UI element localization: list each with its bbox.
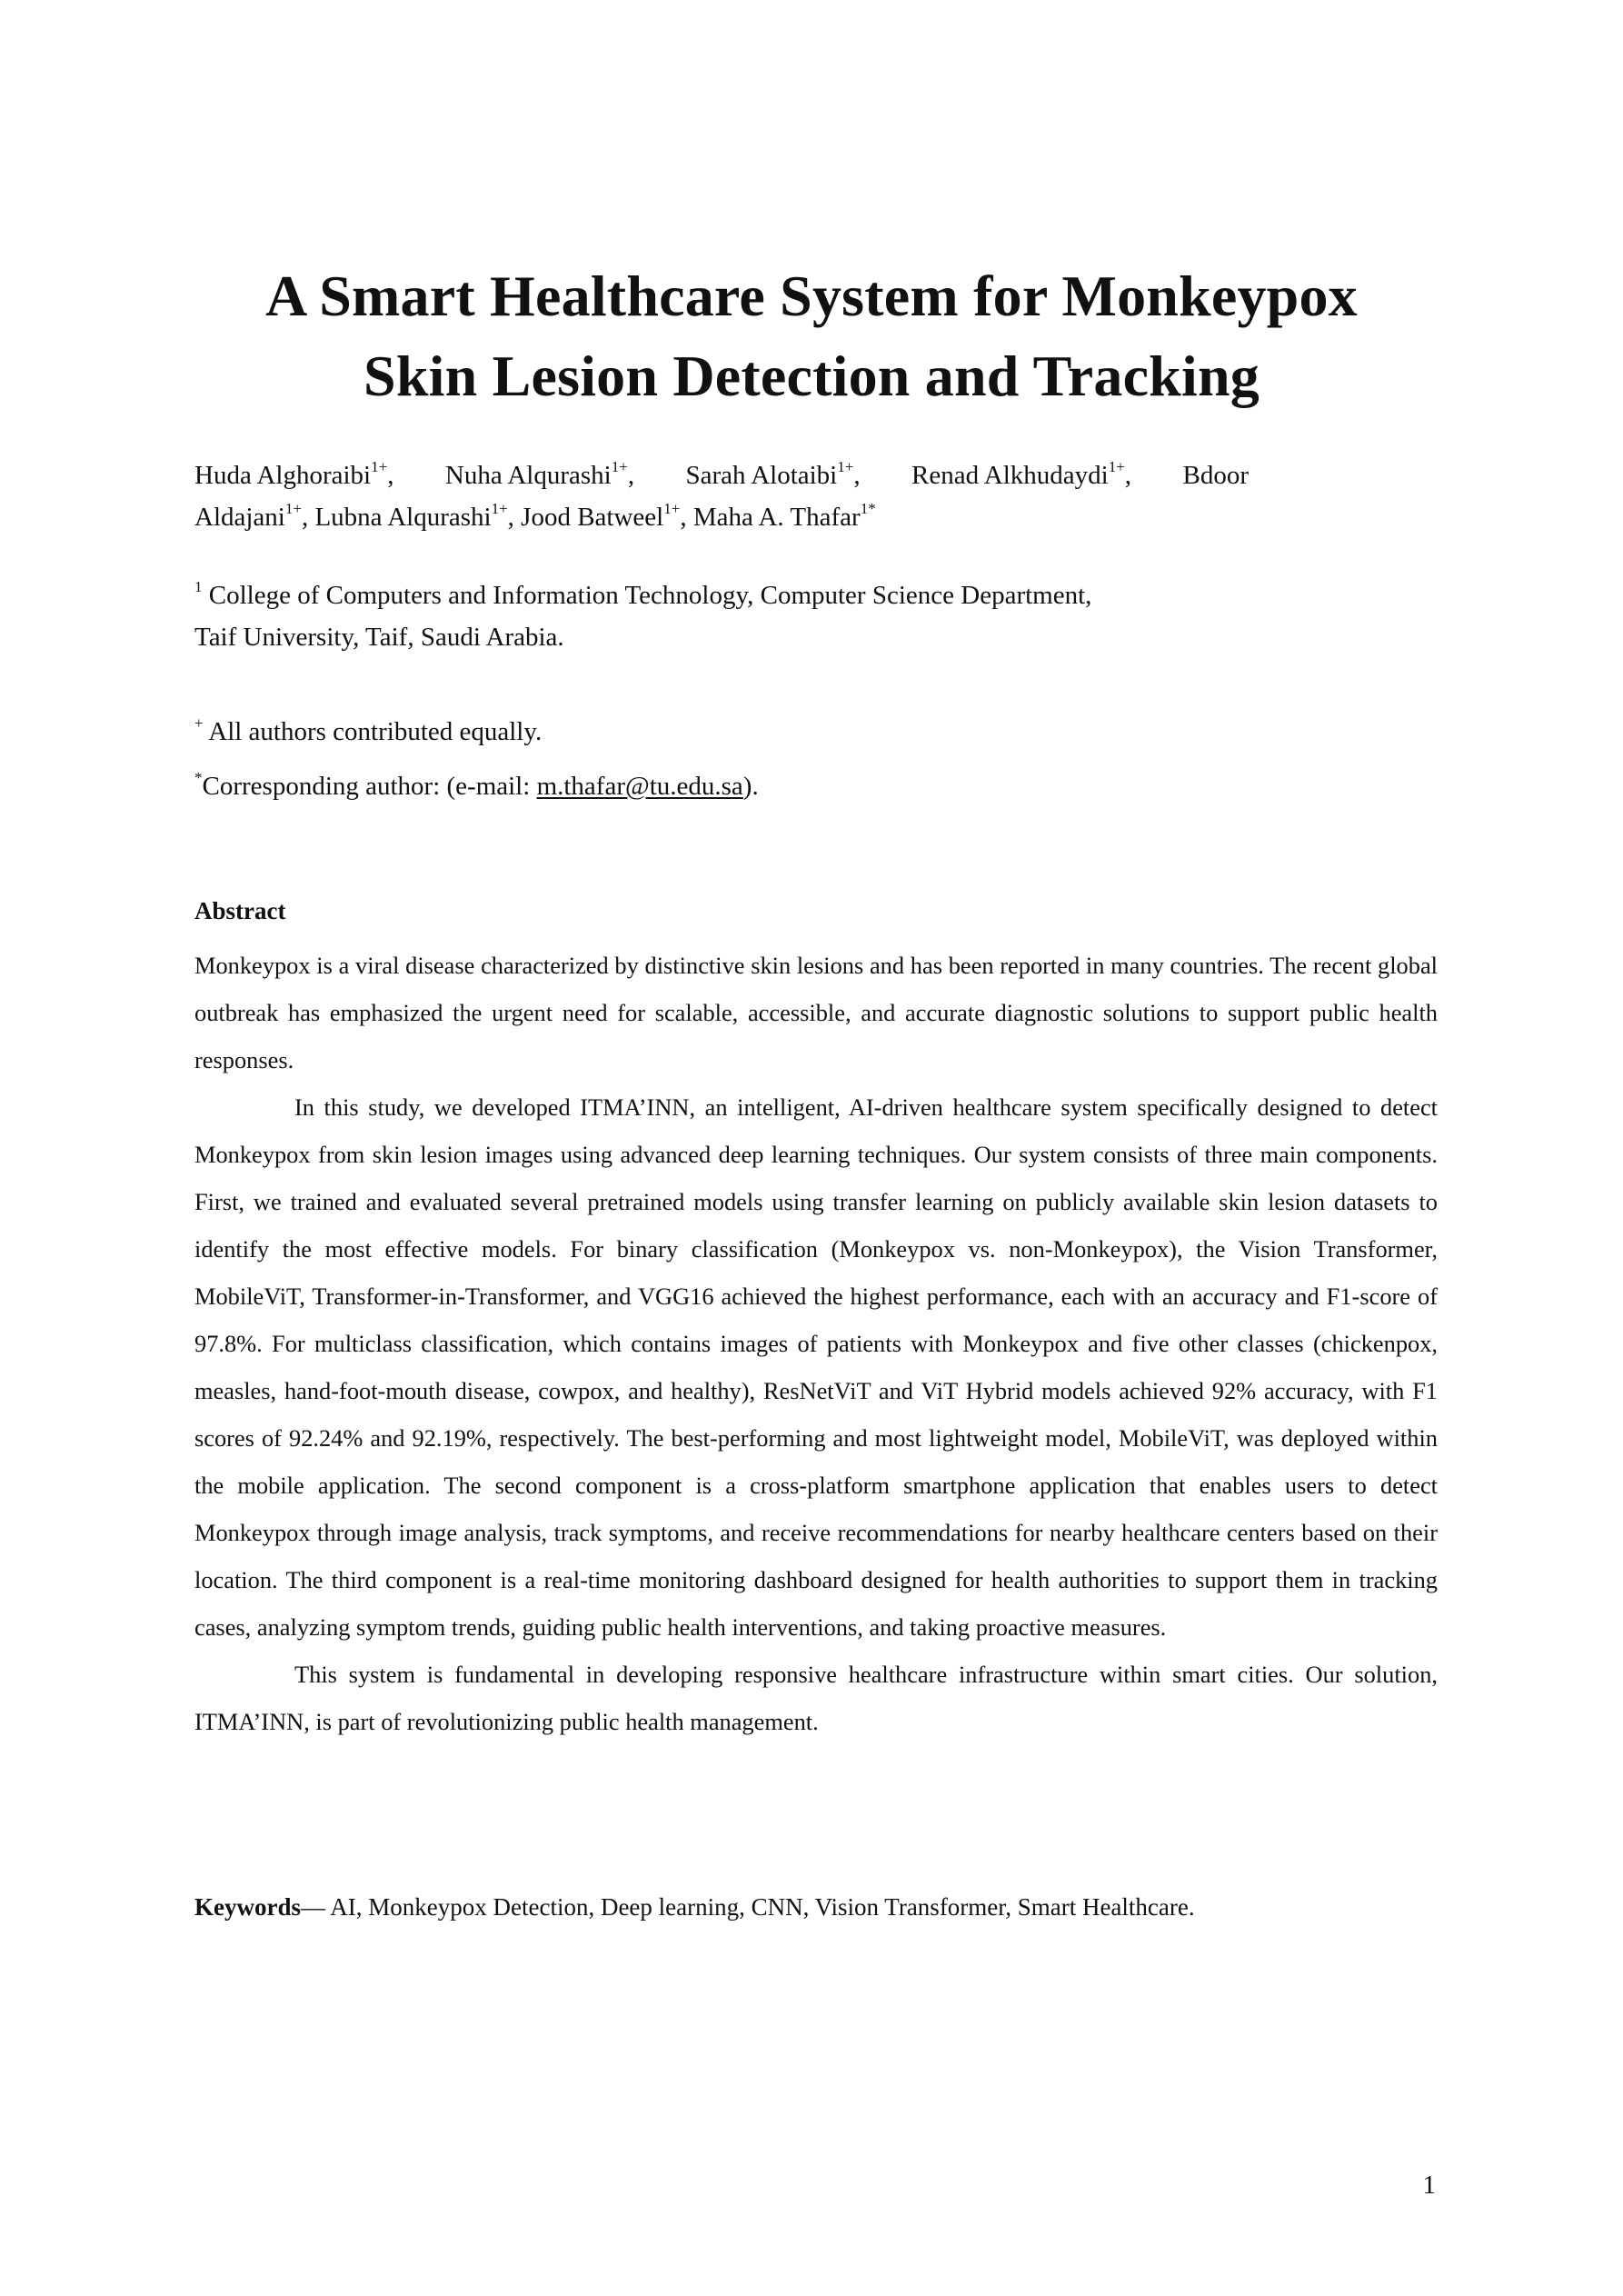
author: Aldajani$^{1+}$,: [194, 500, 309, 532]
author: Maha A. Thafar$^{1*}$: [692, 500, 876, 532]
title-line-1: A Smart Healthcare System for Monkeypox: [265, 264, 1358, 328]
author: Renad Alkhudaydi$^{1+}$,: [911, 458, 1132, 490]
author: Sarah Alotaibi$^{1+}$,: [685, 458, 861, 490]
author-list: [194, 454, 1249, 538]
keywords-label: Keywords: [194, 1893, 301, 1921]
author: Bdoor: [1182, 461, 1249, 490]
corresponding-author-note: *Corresponding author: (e-mail: m.thafar@tu.edu.sa).: [194, 769, 759, 801]
paper-title: [136, 256, 1487, 416]
abstract-paragraph: This system is fundamental in developing responsive healthcare infrastructure within smart cities. Our solution, ITMA’INN, is part of revolutionizing public health management.: [194, 1661, 1438, 1735]
abstract-paragraph: In this study, we developed ITMA’INN, an intelligent, AI-driven healthcare system specifically designed to detect Monkeypox from skin lesion images using advanced deep learning techniques. Our system consists of three main components. First, we trained and evaluated several pretrained models using transfer learning on publicly available skin lesion datasets to identify the most effective models. For binary classification (Monkeypox vs. non-Monkeypox), the Vision Transformer, MobileViT, Transformer-in-Transformer, and VGG16 achieved the highest performance, each with an accuracy and F1-score of 97.8%. For multiclass classification, which contains images of patients with Monkeypox and five other classes (chickenpox, measles, hand-foot-mouth disease, cowpox, and healthy), ResNetViT and ViT Hybrid models achieved 92% accuracy, with F1 scores of 92.24% and 92.19%, respectively. The best-performing and most lightweight model, MobileViT, was deployed within the mobile application. The second component is a cross-platform smartphone application that enables users to detect Monkeypox through image analysis, track symptoms, and receive recommendations for nearby healthcare centers based on their location. The third component is a real-time monitoring dashboard designed for health authorities to support them in tracking cases, analyzing symptom trends, guiding public health interventions, and taking proactive measures.: [194, 1093, 1438, 1641]
keywords: Keywords— AI, Monkeypox Detection, Deep learning, CNN, Vision Transformer, Smart Healthcare.: [194, 1893, 1195, 1921]
author: Lubna Alqurashi$^{1+}$,: [314, 500, 514, 532]
author: Jood Batweel$^{1+}$,: [521, 500, 687, 532]
abstract-paragraph: Monkeypox is a viral disease characterized by distinctive skin lesions and has been reported in many countries. The recent global outbreak has emphasized the urgent need for scalable, accessible, and accurate diagnostic solutions to support public health responses.: [194, 952, 1438, 1073]
author-row-2: [194, 496, 1249, 538]
affiliation-line-2: Taif University, Taif, Saudi Arabia.: [194, 623, 564, 652]
keywords-text: AI, Monkeypox Detection, Deep learning, CNN, Vision Transformer, Smart Healthcare.: [325, 1893, 1195, 1921]
equal-contribution-note: + All authors contributed equally.: [194, 714, 543, 746]
author: Nuha Alqurashi$^{1+}$,: [444, 458, 635, 490]
author-row-1: [194, 454, 1249, 496]
page-number: 1: [1422, 2171, 1436, 2200]
affiliation-marker: 1: [194, 578, 203, 596]
title-line-2: Skin Lesion Detection and Tracking: [363, 344, 1260, 408]
author: Huda Alghoraibi$^{1+}$,: [194, 458, 394, 490]
email-link[interactable]: m.thafar@tu.edu.sa: [536, 772, 743, 801]
affiliation-line-1: $^1$ College of Computers and Information Technology, Computer Science Department,: [194, 578, 1092, 610]
abstract-heading: Abstract: [194, 897, 286, 924]
affiliation: [194, 574, 1285, 658]
abstract-body: [194, 942, 1438, 1745]
